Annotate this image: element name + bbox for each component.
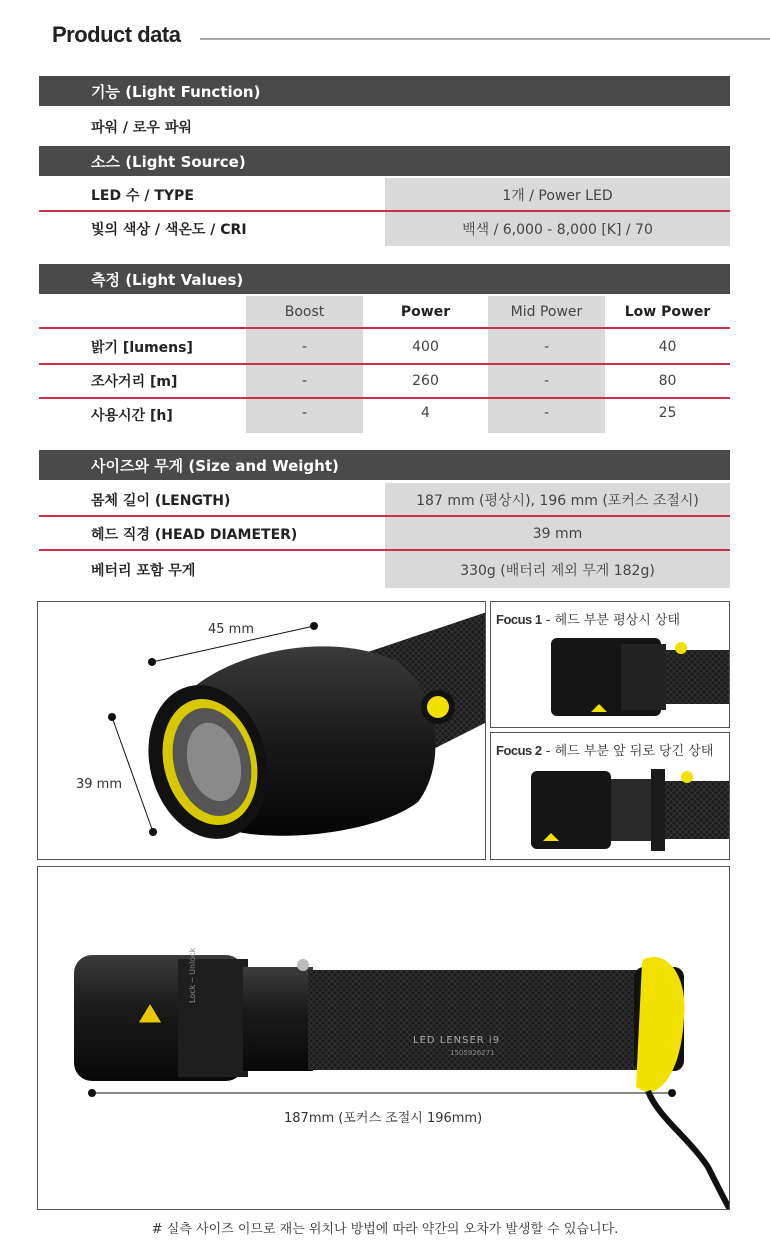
column-header-low-power: Low Power	[624, 304, 711, 320]
size-value: 330g (배터리 제외 무게 182g)	[385, 551, 730, 588]
value-cell: -	[301, 372, 308, 389]
column-header-mid-power: Mid Power	[510, 304, 583, 320]
size-row	[39, 483, 730, 516]
focus2-photo	[490, 732, 730, 860]
source-value: 백색 / 6,000 - 8,000 [K] / 70	[385, 212, 730, 246]
flashlight-focus2-icon	[491, 733, 730, 860]
source-header: 소스 (Light Source)	[39, 146, 730, 176]
value-cell: 400	[412, 338, 439, 355]
serial-text: 1505926271	[450, 1049, 495, 1057]
values-label: 조사거리 [m]	[91, 373, 178, 390]
row-divider	[39, 327, 730, 329]
value-cell: -	[301, 338, 308, 355]
value-cell: -	[543, 405, 550, 421]
size-label: 헤드 직경 (HEAD DIAMETER)	[91, 526, 298, 543]
value-cell: 25	[658, 405, 677, 421]
size-value: 39 mm	[385, 517, 730, 550]
function-header: 기능 (Light Function)	[39, 76, 730, 106]
head-closeup-photo	[37, 601, 486, 860]
size-header: 사이즈와 무게 (Size and Weight)	[39, 450, 730, 480]
size-row	[39, 517, 730, 550]
value-cell: 40	[658, 338, 677, 355]
size-label: 몸체 길이 (LENGTH)	[91, 492, 231, 509]
focus1-photo	[490, 601, 730, 728]
column-header-boost: Boost	[284, 304, 325, 320]
page-title: Product data	[52, 22, 181, 47]
lock-unlock-text: Lock ─ Unlock	[188, 947, 197, 1003]
measurement-note: # 실측 사이즈 이므로 재는 위치나 방법에 따라 약간의 오차가 발생할 수 있습니다.	[151, 1222, 619, 1237]
source-value: 1개 / Power LED	[385, 178, 730, 211]
function-value: 파워 / 로우 파워	[91, 120, 192, 136]
dimension-lines	[38, 602, 486, 860]
source-label: LED 수 / TYPE	[91, 187, 194, 204]
length-dimension-line	[38, 867, 730, 1210]
focus2-label: Focus 2	[496, 743, 542, 758]
values-label: 사용시간 [h]	[91, 407, 173, 424]
values-header: 측정 (Light Values)	[39, 264, 730, 294]
focus2-text: - 헤드 부분 앞 뒤로 당긴 상태	[541, 744, 714, 759]
function-row	[39, 110, 730, 144]
values-label: 밝기 [lumens]	[91, 339, 193, 356]
source-row	[39, 212, 730, 246]
value-cell: -	[301, 405, 308, 421]
focus1-label: Focus 1	[496, 612, 542, 627]
value-cell: 80	[658, 372, 677, 389]
source-row	[39, 178, 730, 211]
head-height-label: 39 mm	[76, 777, 123, 792]
column-header-power: Power	[400, 304, 451, 320]
value-cell: -	[543, 372, 550, 389]
value-cell: -	[543, 338, 550, 355]
length-label: 187mm (포커스 조절시 196mm)	[284, 1111, 483, 1126]
size-value: 187 mm (평상시), 196 mm (포커스 조절시)	[385, 483, 730, 516]
focus1-text: - 헤드 부분 평상시 상태	[541, 613, 680, 628]
flashlight-focus1-icon	[491, 602, 730, 728]
size-label: 베터리 포함 무게	[91, 562, 196, 579]
size-row	[39, 551, 730, 588]
source-label: 빛의 색상 / 색온도 / CRI	[91, 222, 247, 238]
full-flashlight-photo	[37, 866, 730, 1210]
value-cell: 4	[421, 405, 430, 421]
head-width-label: 45 mm	[208, 622, 255, 637]
title-divider	[200, 38, 770, 40]
value-cell: 260	[412, 372, 439, 389]
brand-text: LED LENSER i9	[413, 1035, 501, 1046]
